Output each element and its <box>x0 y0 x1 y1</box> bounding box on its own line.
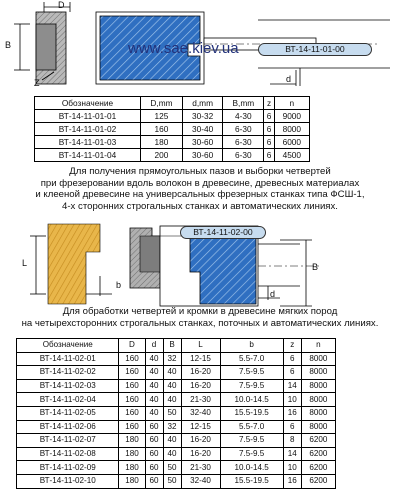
table-cell: 60 <box>145 420 163 434</box>
spec-table-1 <box>34 96 310 162</box>
table-cell: 7.5-9.5 <box>220 434 283 448</box>
table-cell: 12-15 <box>181 420 220 434</box>
dim-d-label: d <box>286 74 292 84</box>
table-cell: 180 <box>119 447 145 461</box>
paragraph-line: Для получения прямоугольных пазов и выборки четвертей <box>69 166 331 177</box>
table-cell: 30-60 <box>182 136 222 149</box>
table-cell: 16-20 <box>181 366 220 380</box>
table-cell: 40 <box>145 379 163 393</box>
description-paragraph-2 <box>0 306 400 329</box>
table-cell: 160 <box>140 123 182 136</box>
table-cell: 200 <box>140 149 182 162</box>
table-cell: 6-30 <box>223 149 264 162</box>
table-cell: 7.5-9.5 <box>220 379 283 393</box>
table-row <box>17 420 336 434</box>
table-row <box>17 379 336 393</box>
table-cell: 160 <box>119 406 145 420</box>
table-header-cell: b <box>220 339 283 353</box>
wood-workpiece <box>48 224 100 304</box>
table-header-row <box>35 97 310 110</box>
table-cell: 6 <box>283 352 301 366</box>
table-cell: 15.5-19.5 <box>220 474 283 488</box>
table-cell: 6 <box>264 136 274 149</box>
table-row <box>17 406 336 420</box>
table-row <box>35 136 310 149</box>
table-cell: 10 <box>283 461 301 475</box>
table-cell: 30-60 <box>182 149 222 162</box>
table-header-cell: B <box>163 339 181 353</box>
table-header-cell: z <box>283 339 301 353</box>
table-cell: 10.0-14.5 <box>220 393 283 407</box>
table-header-cell: L <box>181 339 220 353</box>
table-cell: 14 <box>283 447 301 461</box>
table-row <box>17 461 336 475</box>
table-cell: ВТ-14-11-01-02 <box>35 123 141 136</box>
table-row <box>17 434 336 448</box>
spec-table-2 <box>16 338 336 489</box>
table-cell: 16-20 <box>181 447 220 461</box>
paragraph-line: 4-х сторонних строгальных станках и автоматических линиях. <box>62 200 338 212</box>
table-cell: 40 <box>145 393 163 407</box>
table-cell: 12-15 <box>181 352 220 366</box>
table-cell: 180 <box>119 461 145 475</box>
table-cell: 40 <box>145 366 163 380</box>
table-cell: 6 <box>264 149 274 162</box>
table-header-cell: B,mm <box>223 97 264 110</box>
table-header-cell: d,mm <box>182 97 222 110</box>
table-cell: 9000 <box>274 110 309 123</box>
table-cell: 40 <box>163 447 181 461</box>
table-cell: 8000 <box>301 352 335 366</box>
table-row <box>17 447 336 461</box>
table-cell: 21-30 <box>181 393 220 407</box>
table-cell: 16-20 <box>181 379 220 393</box>
table-cell: 4500 <box>274 149 309 162</box>
table-cell: 16 <box>283 406 301 420</box>
table-cell: 40 <box>163 393 181 407</box>
table-cell: 180 <box>119 474 145 488</box>
table-cell: ВТ-14-11-02-03 <box>17 379 119 393</box>
table-row <box>17 352 336 366</box>
paragraph-line: на четырехсторонних строгальных станках, поточных и автоматических линиях. <box>21 317 379 329</box>
table-cell: 160 <box>119 379 145 393</box>
table-cell: 50 <box>163 461 181 475</box>
table-cell: 5.5-7.0 <box>220 352 283 366</box>
table-cell: 6 <box>264 110 274 123</box>
table-header-row <box>17 339 336 353</box>
table-cell: ВТ-14-11-02-09 <box>17 461 119 475</box>
table-cell: 40 <box>163 434 181 448</box>
table-cell: 160 <box>119 420 145 434</box>
dim-d-label: d <box>270 289 276 299</box>
table-cell: 60 <box>145 461 163 475</box>
table-cell: 10.0-14.5 <box>220 461 283 475</box>
table-cell: 8000 <box>274 123 309 136</box>
table-cell: ВТ-14-11-01-01 <box>35 110 141 123</box>
table-cell: 8 <box>283 434 301 448</box>
table-header-cell: n <box>301 339 335 353</box>
table-cell: 40 <box>163 379 181 393</box>
table-cell: 40 <box>163 366 181 380</box>
table-cell: 8000 <box>301 393 335 407</box>
table-cell: 6200 <box>301 434 335 448</box>
table-cell: ВТ-14-11-01-03 <box>35 136 141 149</box>
table-cell: 160 <box>119 352 145 366</box>
table-cell: 5.5-7.0 <box>220 420 283 434</box>
table-cell: 14 <box>283 379 301 393</box>
watermark-text: www.sae.kiev.ua <box>128 40 239 57</box>
table-cell: 50 <box>163 406 181 420</box>
dim-B-label: B <box>5 40 12 50</box>
table-cell: 8000 <box>301 406 335 420</box>
table-cell: ВТ-14-11-01-04 <box>35 149 141 162</box>
table-cell: 8000 <box>301 420 335 434</box>
table-cell: 180 <box>140 136 182 149</box>
table-cell: 8000 <box>301 379 335 393</box>
table-cell: ВТ-14-11-02-04 <box>17 393 119 407</box>
table-cell: 6000 <box>274 136 309 149</box>
table-cell: ВТ-14-11-02-05 <box>17 406 119 420</box>
code-label-1: ВТ-14-11-01-00 <box>258 43 372 56</box>
table-header-cell: Обозначение <box>35 97 141 110</box>
table-cell: 6-30 <box>223 123 264 136</box>
table-cell: 6200 <box>301 447 335 461</box>
table-cell: 6 <box>283 420 301 434</box>
table-cell: 125 <box>140 110 182 123</box>
table-cell: 60 <box>145 474 163 488</box>
table-cell: 15.5-19.5 <box>220 406 283 420</box>
table-row <box>35 123 310 136</box>
table-cell: 6200 <box>301 461 335 475</box>
table-row <box>35 110 310 123</box>
table-cell: 4-30 <box>223 110 264 123</box>
table-cell: 32-40 <box>181 406 220 420</box>
table-header-cell: z <box>264 97 274 110</box>
table-cell: ВТ-14-11-02-10 <box>17 474 119 488</box>
code-label-2: ВТ-14-11-02-00 <box>180 226 266 239</box>
table-cell: 60 <box>145 434 163 448</box>
table-cell: 16 <box>283 474 301 488</box>
table-cell: 21-30 <box>181 461 220 475</box>
table-cell: 160 <box>119 366 145 380</box>
table-cell: 30-40 <box>182 123 222 136</box>
table-cell: 32 <box>163 352 181 366</box>
paragraph-line: и клееной древесине на универсальных фрезерных станках типа ФСШ-1, <box>35 189 365 201</box>
table-cell: 30-32 <box>182 110 222 123</box>
table-row <box>35 149 310 162</box>
table-row <box>17 474 336 488</box>
dim-B-label: B <box>312 262 319 272</box>
table-cell: 32-40 <box>181 474 220 488</box>
table-header-cell: d <box>145 339 163 353</box>
paragraph-line: при фрезеровании вдоль волокон в древесине, древесных материалах <box>40 177 360 189</box>
table-cell: 6 <box>264 123 274 136</box>
table-cell: 7.5-9.5 <box>220 447 283 461</box>
table-cell: 160 <box>119 393 145 407</box>
table-cell: ВТ-14-11-02-07 <box>17 434 119 448</box>
table-cell: 6200 <box>301 474 335 488</box>
dim-D-label: D <box>58 0 65 10</box>
table-cell: ВТ-14-11-02-06 <box>17 420 119 434</box>
table-cell: 40 <box>145 352 163 366</box>
table-cell: 50 <box>163 474 181 488</box>
paragraph-line: Для обработки четвертей и кромки в древесине мягких пород <box>62 306 338 317</box>
table-cell: ВТ-14-11-02-02 <box>17 366 119 380</box>
table-cell: ВТ-14-11-02-08 <box>17 447 119 461</box>
table-header-cell: Обозначение <box>17 339 119 353</box>
table-cell: 7.5-9.5 <box>220 366 283 380</box>
cutter-body <box>190 232 256 304</box>
table-cell: 40 <box>145 406 163 420</box>
table-cell: 60 <box>145 447 163 461</box>
table-header-cell: D <box>119 339 145 353</box>
table-cell: 6 <box>283 366 301 380</box>
table-header-cell: n <box>274 97 309 110</box>
table-cell: 8000 <box>301 366 335 380</box>
table-header-cell: D,mm <box>140 97 182 110</box>
dim-Z-label: Z <box>34 78 40 88</box>
table-row <box>17 366 336 380</box>
table-cell: ВТ-14-11-02-01 <box>17 352 119 366</box>
table-cell: 180 <box>119 434 145 448</box>
table-cell: 32 <box>163 420 181 434</box>
dim-L-label: L <box>22 258 28 268</box>
table-cell: 6-30 <box>223 136 264 149</box>
description-paragraph-1 <box>0 166 400 212</box>
dim-b-label: b <box>116 280 122 290</box>
table-cell: 10 <box>283 393 301 407</box>
table-cell: 16-20 <box>181 434 220 448</box>
table-row <box>17 393 336 407</box>
